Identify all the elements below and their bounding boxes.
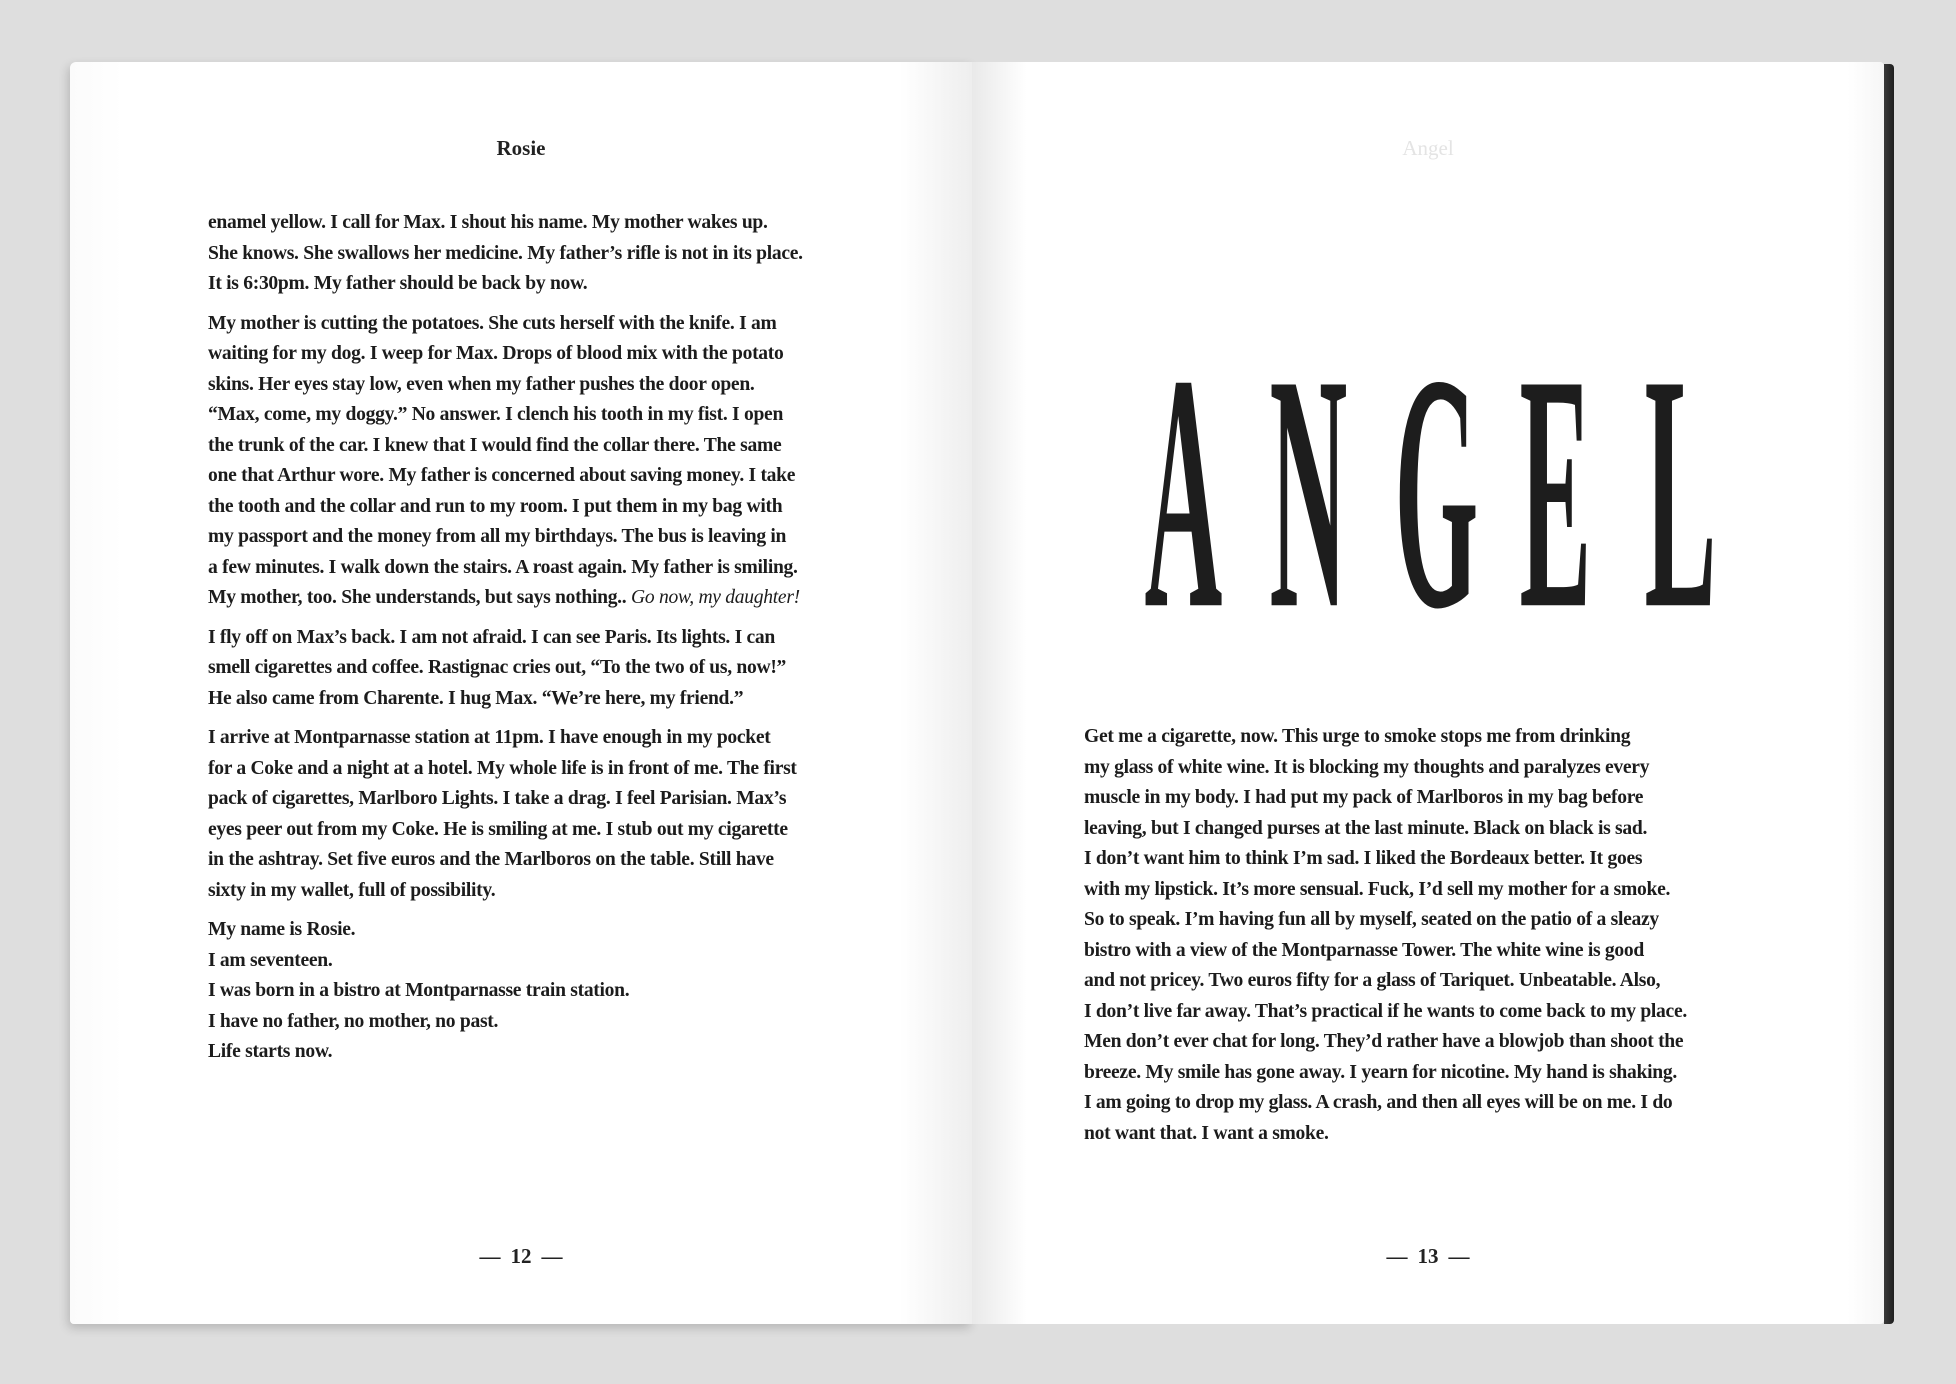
dash-glyph: — [1386,1244,1408,1268]
paragraph [208,723,948,906]
paragraph [208,915,948,1068]
text-line [208,583,948,614]
left-page [70,62,972,1324]
text-line: I am seventeen. [208,949,333,971]
page-number-right [972,1244,1884,1269]
text-line: in the ashtray. Set five euros and the Marlboros on the table. Still have [208,849,774,870]
paragraph [208,623,948,715]
text-line: the tooth and the collar and run to my room. I put them in my bag with [208,495,783,517]
text-line: my glass of white wine. It is blocking my thoughts and paralyzes every [1084,756,1650,778]
text-line: and not pricey. Two euros fifty for a glass of Tariquet. Unbeatable. Also, [1084,970,1661,991]
text-line: one that Arthur wore. My father is concerned about saving money. I take [208,465,796,486]
text-line: leaving, but I changed purses at the last minute. Black on black is sad. [1084,817,1648,839]
text-line: muscle in my body. I had put my pack of Marlboros in my bag before [1084,787,1644,808]
text-line-part: My mother, too. She understands, but says nothing.. [208,587,627,608]
title-letter: G [1394,305,1479,680]
text-line: pack of cigarettes, Marlboro Lights. I take a drag. I feel Parisian. Max’s [208,788,787,809]
text-line: I was born in a bistro at Montparnasse train station. [208,980,630,1001]
page-number-value: 13 [1417,1244,1439,1268]
dash-glyph: — [1448,1244,1470,1268]
text-line: bistro with a view of the Montparnasse Tower. The white wine is good [1084,939,1645,961]
text-line: enamel yellow. I call for Max. I shout his name. My mother wakes up. [208,212,768,233]
text-line: waiting for my dog. I weep for Max. Drops of blood mix with the potato [208,343,784,364]
title-letter: N [1269,305,1348,680]
text-line: She knows. She swallows her medicine. My father’s rifle is not in its place. [208,242,803,264]
text-line: Get me a cigarette, now. This urge to smoke stops me from drinking [1084,726,1631,747]
paragraph [1084,722,1774,1149]
text-line: I don’t want him to think I’m sad. I liked the Bordeaux better. It goes [1084,848,1643,869]
text-line: It is 6:30pm. My father should be back by now. [208,273,588,294]
right-page-body [1084,722,1774,1158]
text-line: My name is Rosie. [208,919,356,940]
text-line: with my lipstick. It’s more sensual. Fuck, I’d sell my mother for a smoke. [1084,878,1671,900]
text-line: I arrive at Montparnasse station at 11pm. I have enough in my pocket [208,727,771,748]
title-letter: A [1144,305,1223,680]
title-letter: L [1644,305,1717,680]
text-line: “Max, come, my doggy.” No answer. I clench his tooth in my fist. I open [208,404,784,425]
text-line: I fly off on Max’s back. I am not afraid. I can see Paris. Its lights. I can [208,626,776,648]
page-number-left [70,1244,972,1269]
text-line: smell cigarettes and coffee. Rastignac cries out, “To the two of us, now!” [208,657,787,678]
running-head-right: Angel [1402,136,1454,160]
italic-phrase: Go now, my daughter! [631,587,800,608]
text-line: breeze. My smile has gone away. I yearn for nicotine. My hand is shaking. [1084,1061,1677,1083]
dash-glyph: — [541,1244,563,1268]
running-head-left: Rosie [496,136,546,160]
text-line: I have no father, no mother, no past. [208,1010,499,1032]
text-line: He also came from Charente. I hug Max. “We’re here, my friend.” [208,687,744,709]
text-line: Life starts now. [208,1041,333,1062]
dash-glyph: — [479,1244,501,1268]
text-line: skins. Her eyes stay low, even when my father pushes the door open. [208,373,755,395]
paragraph [208,309,948,614]
text-line: eyes peer out from my Coke. He is smiling at me. I stub out my cigarette [208,818,788,840]
text-line: Men don’t ever chat for long. They’d rather have a blowjob than shoot the [1084,1031,1684,1052]
text-line: sixty in my wallet, full of possibility. [208,879,496,901]
paragraph [208,208,948,300]
text-line: the trunk of the car. I knew that I would find the collar there. The same [208,434,782,456]
chapter-title [1122,305,1722,680]
right-page [972,62,1884,1324]
text-line: I am going to drop my glass. A crash, and then all eyes will be on me. I do [1084,1092,1673,1113]
book-edge [1884,64,1894,1324]
text-line: for a Coke and a night at a hotel. My whole life is in front of me. The first [208,757,797,779]
text-line: I don’t live far away. That’s practical if he wants to come back to my place. [1084,1000,1687,1022]
text-line: a few minutes. I walk down the stairs. A roast again. My father is smiling. [208,556,798,578]
text-line: my passport and the money from all my birthdays. The bus is leaving in [208,526,787,547]
text-line: So to speak. I’m having fun all by myself, seated on the patio of a sleazy [1084,909,1659,930]
title-letter: E [1519,305,1592,680]
left-page-body [208,208,948,1077]
text-line: not want that. I want a smoke. [1084,1122,1329,1144]
book-spread [70,62,1888,1324]
text-line: My mother is cutting the potatoes. She cuts herself with the knife. I am [208,312,777,334]
page-number-value: 12 [510,1244,532,1268]
